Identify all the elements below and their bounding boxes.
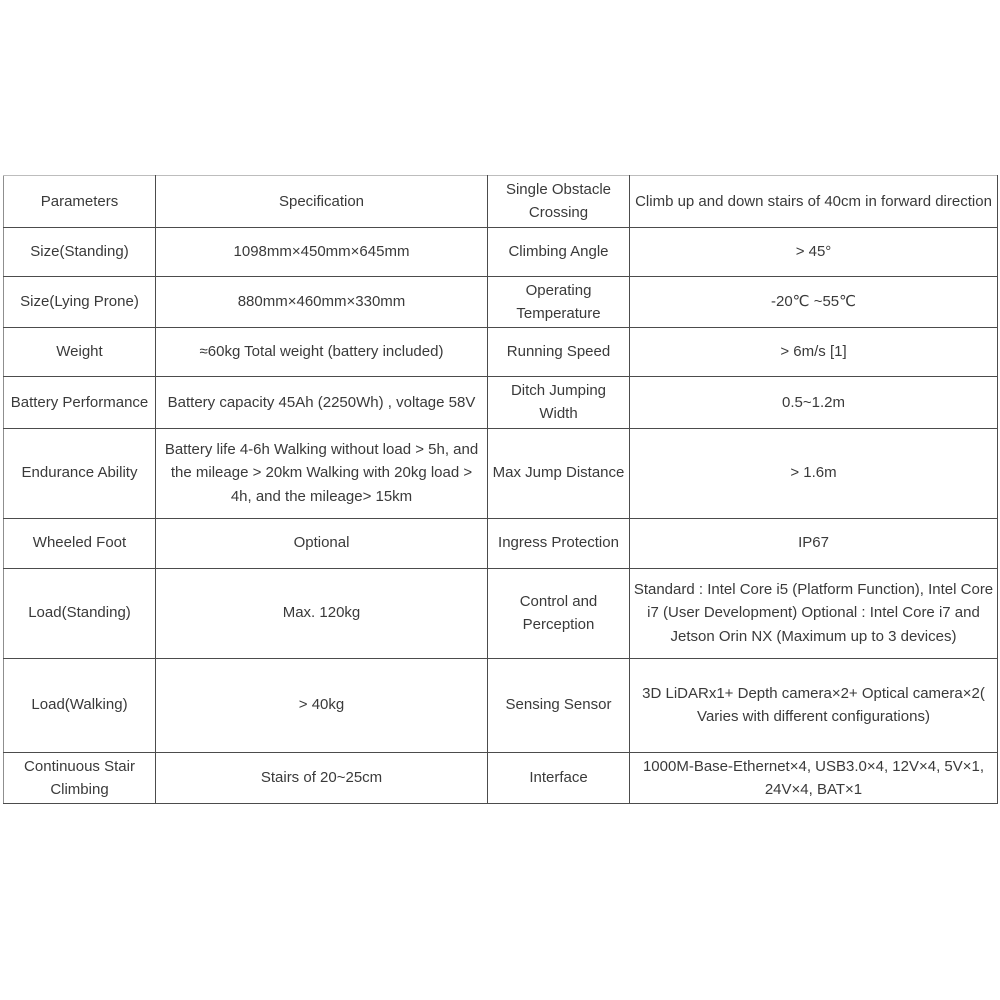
param-name-cell: Ditch Jumping Width — [488, 377, 630, 429]
table-row — [4, 276, 998, 328]
spec-value-cell: Climb up and down stairs of 40cm in forward direction — [630, 176, 998, 228]
table-row — [4, 176, 998, 228]
spec-value-cell: > 6m/s [1] — [630, 328, 998, 377]
spec-value-cell: ≈60kg Total weight (battery included) — [156, 328, 488, 377]
param-name-cell: Operating Temperature — [488, 276, 630, 328]
table-row — [4, 428, 998, 518]
param-name-cell: Ingress Protection — [488, 518, 630, 568]
spec-value-cell: Optional — [156, 518, 488, 568]
spec-value-cell: Stairs of 20~25cm — [156, 752, 488, 804]
spec-value-cell: > 45° — [630, 227, 998, 276]
param-name-cell: Size(Lying Prone) — [4, 276, 156, 328]
table-row — [4, 328, 998, 377]
spec-value-cell: Standard : Intel Core i5 (Platform Function), Intel Core i7 (User Development) Optional : Intel Core i7 and Jetson Orin NX (Maximum up to 3 devices) — [630, 568, 998, 658]
spec-value-cell: 0.5~1.2m — [630, 377, 998, 429]
param-name-cell: Battery Performance — [4, 377, 156, 429]
param-name-cell: Control and Perception — [488, 568, 630, 658]
param-name-cell: Endurance Ability — [4, 428, 156, 518]
spec-value-cell: 3D LiDARx1+ Depth camera×2+ Optical camera×2( Varies with different configurations) — [630, 658, 998, 752]
param-name-cell: Sensing Sensor — [488, 658, 630, 752]
param-name-cell: Climbing Angle — [488, 227, 630, 276]
spec-value-cell: > 40kg — [156, 658, 488, 752]
param-name-cell: Load(Walking) — [4, 658, 156, 752]
spec-value-cell: IP67 — [630, 518, 998, 568]
table-row — [4, 568, 998, 658]
table-row — [4, 658, 998, 752]
spec-value-cell: 1098mm×450mm×645mm — [156, 227, 488, 276]
param-name-cell: Wheeled Foot — [4, 518, 156, 568]
spec-value-cell: Max. 120kg — [156, 568, 488, 658]
spec-table — [3, 175, 998, 804]
param-name-cell: Running Speed — [488, 328, 630, 377]
table-row — [4, 518, 998, 568]
header-parameters-cell: Parameters — [4, 176, 156, 228]
param-name-cell: Max Jump Distance — [488, 428, 630, 518]
param-name-cell: Continuous Stair Climbing — [4, 752, 156, 804]
spec-value-cell: 1000M-Base-Ethernet×4, USB3.0×4, 12V×4, 5V×1, 24V×4, BAT×1 — [630, 752, 998, 804]
spec-value-cell: Battery life 4-6h Walking without load > 5h, and the mileage > 20km Walking with 20kg load > 4h, and the mileage> 15km — [156, 428, 488, 518]
spec-value-cell: Battery capacity 45Ah (2250Wh) , voltage 58V — [156, 377, 488, 429]
table-row — [4, 227, 998, 276]
table-row — [4, 752, 998, 804]
param-name-cell: Interface — [488, 752, 630, 804]
spec-value-cell: 880mm×460mm×330mm — [156, 276, 488, 328]
header-specification-cell: Specification — [156, 176, 488, 228]
param-name-cell: Weight — [4, 328, 156, 377]
param-name-cell: Size(Standing) — [4, 227, 156, 276]
param-name-cell: Load(Standing) — [4, 568, 156, 658]
spec-value-cell: > 1.6m — [630, 428, 998, 518]
param-name-cell: Single Obstacle Crossing — [488, 176, 630, 228]
spec-value-cell: -20℃ ~55℃ — [630, 276, 998, 328]
table-row — [4, 377, 998, 429]
